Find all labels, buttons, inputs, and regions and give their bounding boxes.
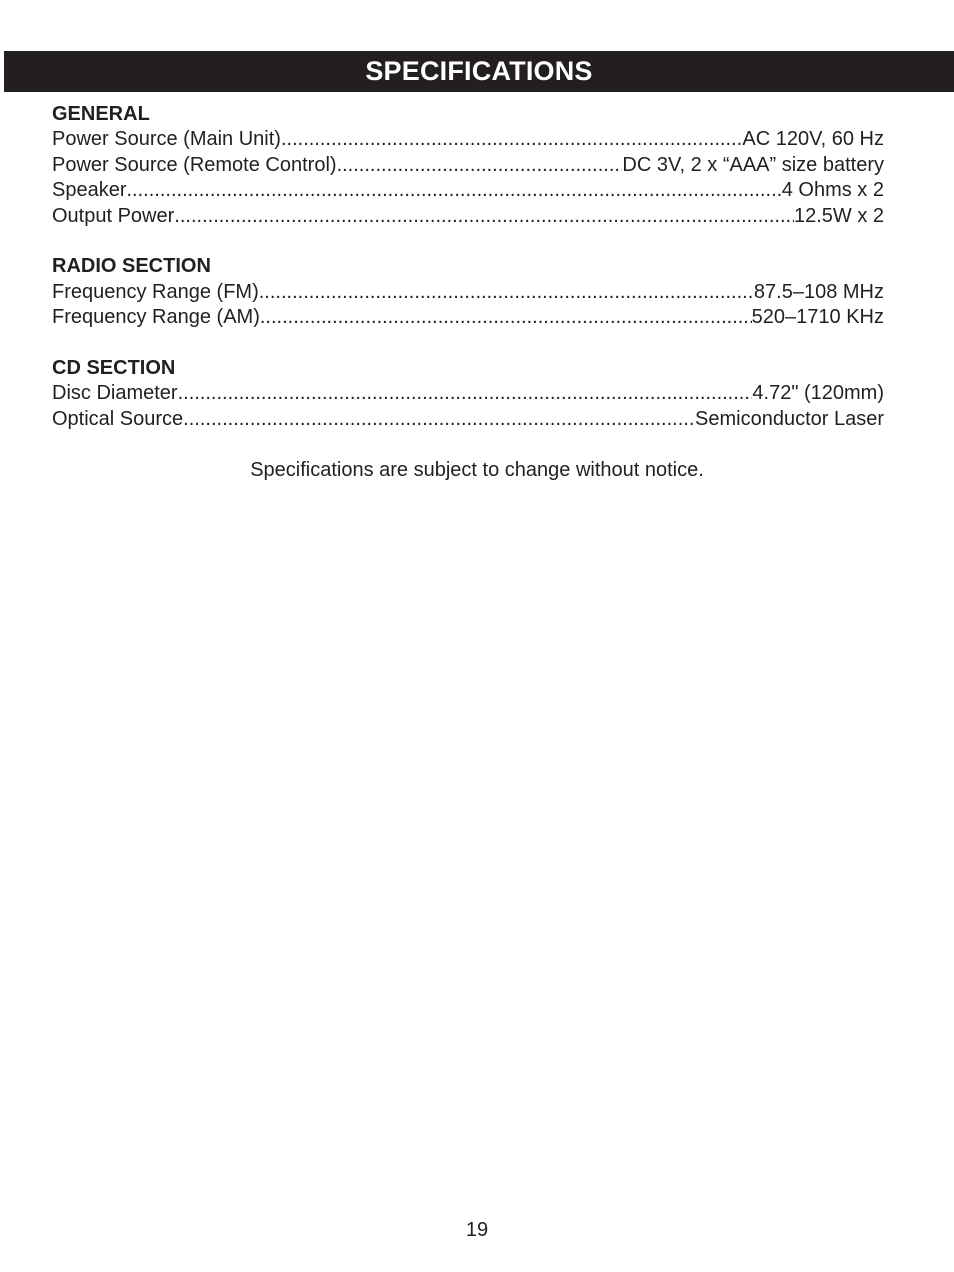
spec-row xyxy=(52,153,884,178)
spec-value: 87.5–108 MHz xyxy=(753,280,884,303)
spec-value: DC 3V, 2 x “AAA” size battery xyxy=(622,153,884,176)
spec-row xyxy=(52,407,884,432)
spec-row xyxy=(52,127,884,152)
section-heading: RADIO SECTION xyxy=(52,255,211,278)
spec-label: Frequency Range (AM) xyxy=(52,306,260,329)
spec-value: 4 Ohms x 2 xyxy=(781,179,884,202)
page-title: SPECIFICATIONS xyxy=(365,56,593,86)
spec-label: Optical Source xyxy=(52,407,184,430)
spec-label: Speaker xyxy=(52,179,127,202)
specifications-content xyxy=(52,102,884,458)
section-radio xyxy=(52,254,884,330)
change-notice: Specifications are subject to change without notice. xyxy=(250,459,704,481)
dot-leader xyxy=(337,153,623,178)
dot-leader xyxy=(281,127,742,152)
section-general xyxy=(52,102,884,229)
dot-leader xyxy=(174,204,794,229)
dot-leader xyxy=(183,407,695,432)
spec-row xyxy=(52,178,884,203)
spec-value: Semiconductor Laser xyxy=(695,407,884,430)
section-heading: GENERAL xyxy=(52,103,150,125)
spec-row xyxy=(52,381,884,406)
spec-row xyxy=(52,204,884,229)
spec-value: 12.5W x 2 xyxy=(793,204,884,227)
dot-leader xyxy=(264,280,754,305)
dot-leader xyxy=(178,381,753,406)
spec-value: 520–1710 KHz xyxy=(751,306,884,329)
spec-label: Power Source (Main Unit) xyxy=(52,128,281,151)
spec-label: Output Power xyxy=(52,204,175,227)
page-number: 19 xyxy=(465,1219,489,1241)
dot-leader xyxy=(260,305,752,330)
title-bar xyxy=(4,51,954,92)
spec-row xyxy=(52,305,884,330)
section-heading: CD SECTION xyxy=(52,357,176,380)
section-cd xyxy=(52,356,884,432)
spec-label: Power Source (Remote Control) xyxy=(52,153,337,176)
spec-value: AC 120V, 60 Hz xyxy=(742,128,884,151)
spec-label: Disc Diameter xyxy=(52,382,178,405)
spec-value: 4.72" (120mm) xyxy=(752,382,884,405)
dot-leader xyxy=(127,178,782,203)
spec-label: Frequency Range (FM). xyxy=(52,280,265,303)
spec-row xyxy=(52,280,884,305)
